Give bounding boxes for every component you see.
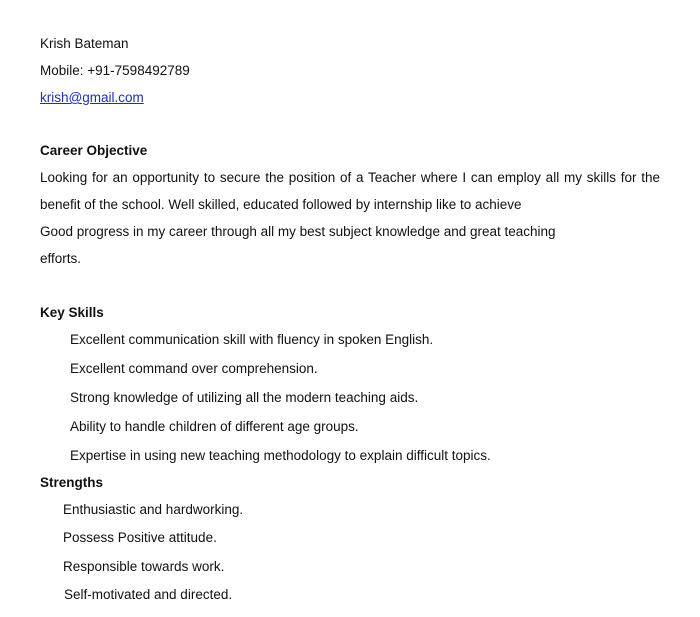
key-skill-item: Expertise in using new teaching methodology to explain difficult topics. <box>70 448 491 463</box>
contact-email-link[interactable]: krish@gmail.com <box>40 90 144 105</box>
strengths-heading: Strengths <box>40 475 104 490</box>
key-skills-heading: Key Skills <box>40 305 104 320</box>
career-objective-heading: Career Objective <box>40 143 148 158</box>
strength-item: Enthusiastic and hardworking. <box>63 502 244 517</box>
key-skill-item: Ability to handle children of different age groups. <box>70 419 359 434</box>
key-skill-item: Excellent command over comprehension. <box>70 361 318 376</box>
career-objective-line: Good progress in my career through all my best subject knowledge and great teaching <box>40 224 556 239</box>
key-skill-item: Excellent communication skill with fluency in spoken English. <box>70 332 434 347</box>
strength-item: Possess Positive attitude. <box>63 530 217 545</box>
key-skill-item: Strong knowledge of utilizing all the modern teaching aids. <box>70 390 419 405</box>
contact-name: Krish Bateman <box>40 36 129 51</box>
contact-mobile: Mobile: +91-7598492789 <box>40 63 190 78</box>
strength-item: Self-motivated and directed. <box>64 587 233 602</box>
career-objective-line: benefit of the school. Well skilled, educated followed by internship like to achieve <box>40 197 522 212</box>
career-objective-line: efforts. <box>40 251 82 266</box>
career-objective-line: Looking for an opportunity to secure the position of a Teacher where I can employ all my skills for the <box>40 170 660 185</box>
strength-item: Responsible towards work. <box>63 559 225 574</box>
